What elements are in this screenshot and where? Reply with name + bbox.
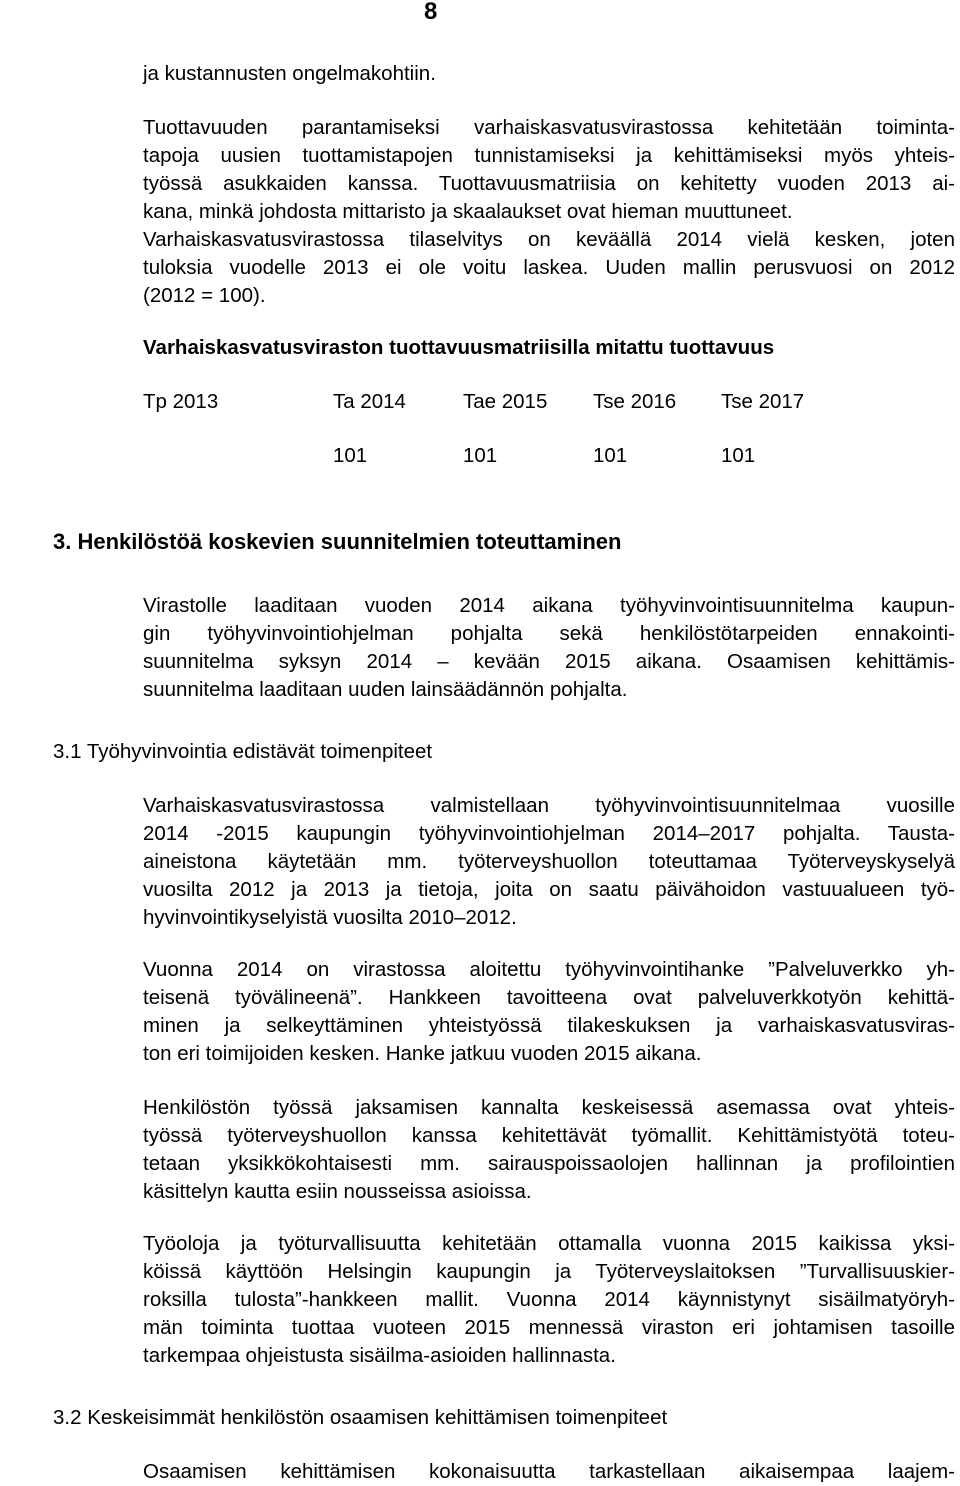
text-line: Vuonna 2014 on virastossa aloitettu työhyvinvointihanke ”Palveluverkko yh- xyxy=(143,958,955,981)
text-line: suunnitelma syksyn 2014 – kevään 2015 aikana. Osaamisen kehittämis- xyxy=(143,650,955,673)
section-heading-3-2: 3.2 Keskeisimmät henkilöstön osaamisen kehittämisen toimenpiteet xyxy=(53,1406,668,1429)
matrix-value: 101 xyxy=(333,444,368,467)
text-line: Työoloja ja työturvallisuutta kehitetään ottamalla vuonna 2015 kaikissa yksi- xyxy=(143,1232,955,1255)
matrix-header: Ta 2014 xyxy=(333,390,406,413)
intro-paragraph xyxy=(143,114,955,310)
text-line: ton eri toimijoiden kesken. Hanke jatkuu vuoden 2015 aikana. xyxy=(143,1042,702,1065)
page-number: 8 xyxy=(424,0,438,25)
text-line: työssä työterveyshuollon kanssa kehitettävät työmallit. Kehittämistyötä toteu- xyxy=(143,1124,955,1147)
section3-1-paragraph-1 xyxy=(143,792,955,932)
text-line: Varhaiskasvatusvirastossa valmistellaan työhyvinvointisuunnitelmaa vuosille xyxy=(143,794,955,817)
text-line: Tuottavuuden parantamiseksi varhaiskasvatusvirastossa kehitetään toiminta- xyxy=(143,116,955,139)
text-line: vuosilta 2012 ja 2013 ja tietoja, joita on saatu päivähoidon vastuualueen työ- xyxy=(143,878,955,901)
text-line: teisenä työvälineenä”. Hankkeen tavoitteena ovat palveluverkkotyön kehittä- xyxy=(143,986,955,1009)
text-line: työssä asukkaiden kanssa. Tuottavuusmatriisia on kehitetty vuoden 2013 ai- xyxy=(143,172,955,195)
text-line: Osaamisen kehittämisen kokonaisuutta tarkastellaan aikaisempaa laajem- xyxy=(143,1460,955,1483)
section3-paragraph xyxy=(143,592,955,704)
text-line: suunnitelma laaditaan uuden lainsäädännön pohjalta. xyxy=(143,678,628,701)
text-line: 2014 -2015 kaupungin työhyvinvointiohjelman 2014–2017 pohjalta. Tausta- xyxy=(143,822,955,845)
text-line: tuloksia vuodelle 2013 ei ole voitu laskea. Uuden mallin perusvuosi on 2012 xyxy=(143,256,955,279)
matrix-title: Varhaiskasvatusviraston tuottavuusmatriisilla mitattu tuottavuus xyxy=(143,336,775,359)
matrix-value: 101 xyxy=(593,444,628,467)
text-line: köissä käyttöön Helsingin kaupungin ja Työterveyslaitoksen ”Turvallisuuskier- xyxy=(143,1260,955,1283)
text-line: män toiminta tuottaa vuoteen 2015 mennessä viraston eri johtamisen tasoille xyxy=(143,1316,955,1339)
text-line: hyvinvointikyselyistä vuosilta 2010–2012. xyxy=(143,906,517,929)
text-line: tetaan yksikkökohtaisesti mm. sairauspoissaolojen hallinnan ja profilointien xyxy=(143,1152,955,1175)
text-line: aineistona käytetään mm. työterveyshuollon toteuttamaa Työterveyskyselyä xyxy=(143,850,955,873)
section-heading-3-1: 3.1 Työhyvinvointia edistävät toimenpiteet xyxy=(53,740,433,763)
text-line: minen ja selkeyttäminen yhteistyössä tilakeskuksen ja varhaiskasvatusviras- xyxy=(143,1014,955,1037)
text-line: (2012 = 100). xyxy=(143,284,266,307)
text-line: Virastolle laaditaan vuoden 2014 aikana työhyvinvointisuunnitelma kaupun- xyxy=(143,594,955,617)
section-heading-3: 3. Henkilöstöä koskevien suunnitelmien toteuttaminen xyxy=(53,529,622,554)
text-line: Henkilöstön työssä jaksamisen kannalta keskeisessä asemassa ovat yhteis- xyxy=(143,1096,955,1119)
text-line: ja kustannusten ongelmakohtiin. xyxy=(143,62,436,85)
matrix-value: 101 xyxy=(721,444,756,467)
matrix-value: 101 xyxy=(463,444,498,467)
matrix-header: Tse 2017 xyxy=(721,390,805,413)
matrix-header: Tse 2016 xyxy=(593,390,677,413)
intro-line xyxy=(143,60,955,88)
text-line: kana, minkä johdosta mittaristo ja skaalaukset ovat hieman muuttuneet. xyxy=(143,200,793,223)
text-line: tapoja uusien tuottamistapojen tunnistamiseksi ja kehittämiseksi myös yhteis- xyxy=(143,144,955,167)
text-line: Varhaiskasvatusvirastossa tilaselvitys on keväällä 2014 vielä kesken, joten xyxy=(143,228,955,251)
text-line: gin työhyvinvointiohjelman pohjalta sekä henkilöstötarpeiden ennakointi- xyxy=(143,622,955,645)
section3-1-paragraph-4 xyxy=(143,1230,955,1370)
section3-1-paragraph-2 xyxy=(143,956,955,1068)
text-line: roksilla tulosta”-hankkeen mallit. Vuonna 2014 käynnistynyt sisäilmatyöryh- xyxy=(143,1288,955,1311)
matrix-header: Tae 2015 xyxy=(463,390,548,413)
matrix-header: Tp 2013 xyxy=(143,390,219,413)
section3-2-paragraph-1 xyxy=(143,1458,955,1486)
section3-1-paragraph-3 xyxy=(143,1094,955,1206)
text-line: käsittelyn kautta esiin nousseissa asioissa. xyxy=(143,1180,532,1203)
text-line: tarkempaa ohjeistusta sisäilma-asioiden hallinnasta. xyxy=(143,1344,616,1367)
